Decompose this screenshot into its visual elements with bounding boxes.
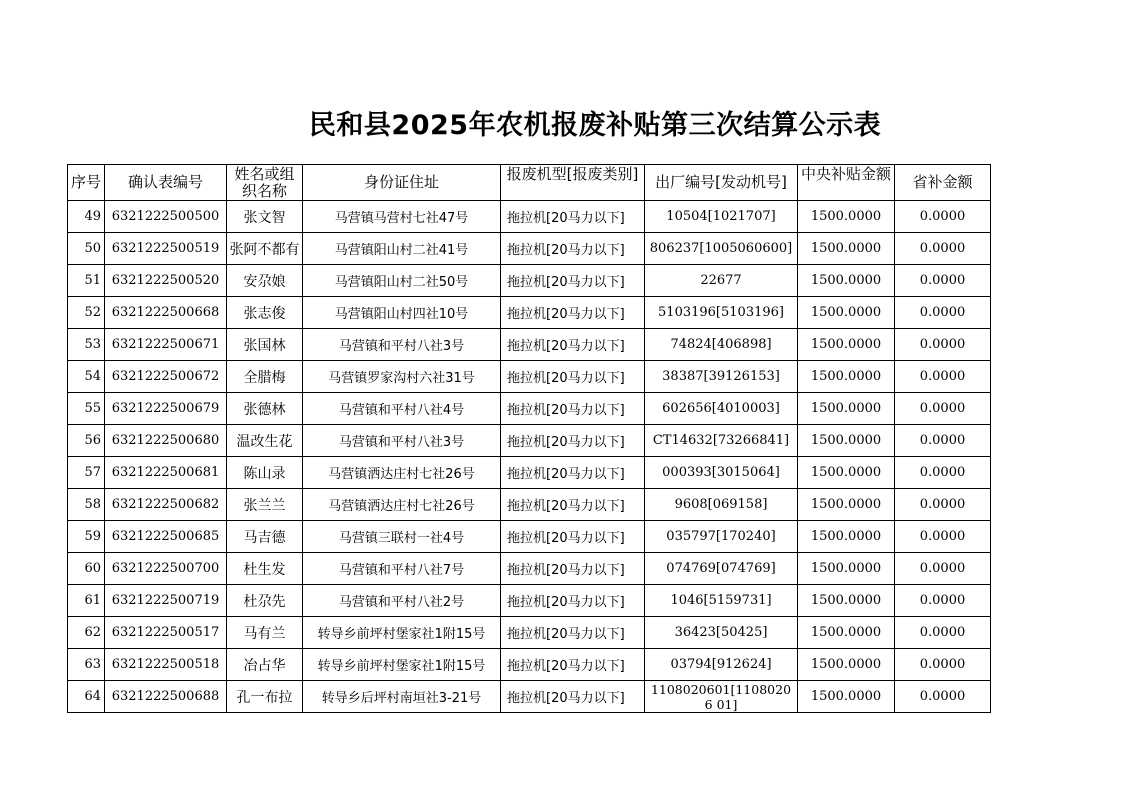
- cell-name: 全腊梅: [227, 361, 303, 393]
- cell-seq: 53: [68, 329, 105, 361]
- cell-factory-no: 000393[3015064]: [645, 457, 798, 489]
- cell-central-subsidy: 1500.0000: [798, 457, 895, 489]
- cell-provincial-subsidy: 0.0000: [895, 425, 991, 457]
- table-body: [68, 201, 991, 713]
- table-row: [68, 649, 991, 681]
- header-confirm-no: 确认表编号: [105, 165, 227, 201]
- cell-model: 拖拉机[20马力以下]: [501, 201, 645, 233]
- table-row: [68, 489, 991, 521]
- header-factory-no: 出厂编号[发动机号]: [645, 165, 798, 201]
- cell-seq: 50: [68, 233, 105, 265]
- cell-address: 马营镇洒达庄村七社26号: [303, 489, 501, 521]
- cell-confirm-no: 6321222500719: [105, 585, 227, 617]
- cell-confirm-no: 6321222500680: [105, 425, 227, 457]
- cell-seq: 61: [68, 585, 105, 617]
- table-row: [68, 361, 991, 393]
- cell-provincial-subsidy: 0.0000: [895, 617, 991, 649]
- cell-factory-no: 74824[406898]: [645, 329, 798, 361]
- cell-central-subsidy: 1500.0000: [798, 489, 895, 521]
- cell-name: 张国林: [227, 329, 303, 361]
- cell-provincial-subsidy: 0.0000: [895, 649, 991, 681]
- header-name: 姓名或组织名称: [227, 165, 303, 201]
- cell-factory-no: 035797[170240]: [645, 521, 798, 553]
- cell-model: 拖拉机[20马力以下]: [501, 617, 645, 649]
- header-provincial-subsidy: 省补金额: [895, 165, 991, 201]
- cell-provincial-subsidy: 0.0000: [895, 489, 991, 521]
- cell-name: 冶占华: [227, 649, 303, 681]
- cell-provincial-subsidy: 0.0000: [895, 553, 991, 585]
- cell-factory-no: 9608[069158]: [645, 489, 798, 521]
- table-header-row: [68, 165, 991, 201]
- table-row: [68, 201, 991, 233]
- cell-address: 马营镇和平村八社7号: [303, 553, 501, 585]
- cell-central-subsidy: 1500.0000: [798, 265, 895, 297]
- cell-provincial-subsidy: 0.0000: [895, 329, 991, 361]
- cell-model: 拖拉机[20马力以下]: [501, 265, 645, 297]
- cell-name: 张阿不都有: [227, 233, 303, 265]
- cell-model: 拖拉机[20马力以下]: [501, 425, 645, 457]
- document-title: 民和县2025年农机报废补贴第三次结算公示表: [308, 110, 882, 141]
- cell-name: 安尕娘: [227, 265, 303, 297]
- header-address: 身份证住址: [303, 165, 501, 201]
- table-row: [68, 553, 991, 585]
- cell-model: 拖拉机[20马力以下]: [501, 457, 645, 489]
- cell-factory-no: 1046[5159731]: [645, 585, 798, 617]
- cell-provincial-subsidy: 0.0000: [895, 361, 991, 393]
- table-row: [68, 393, 991, 425]
- cell-model: 拖拉机[20马力以下]: [501, 521, 645, 553]
- cell-name: 杜尕先: [227, 585, 303, 617]
- cell-factory-no: 22677: [645, 265, 798, 297]
- cell-central-subsidy: 1500.0000: [798, 393, 895, 425]
- header-model: 报废机型[报废类别]: [501, 165, 645, 201]
- cell-central-subsidy: 1500.0000: [798, 553, 895, 585]
- cell-central-subsidy: 1500.0000: [798, 329, 895, 361]
- cell-model: 拖拉机[20马力以下]: [501, 297, 645, 329]
- cell-model: 拖拉机[20马力以下]: [501, 329, 645, 361]
- cell-central-subsidy: 1500.0000: [798, 425, 895, 457]
- cell-name: 张德林: [227, 393, 303, 425]
- table-row: [68, 329, 991, 361]
- cell-confirm-no: 6321222500682: [105, 489, 227, 521]
- cell-seq: 60: [68, 553, 105, 585]
- cell-confirm-no: 6321222500688: [105, 681, 227, 713]
- cell-provincial-subsidy: 0.0000: [895, 233, 991, 265]
- cell-factory-no: 806237[1005060600]: [645, 233, 798, 265]
- cell-provincial-subsidy: 0.0000: [895, 201, 991, 233]
- cell-central-subsidy: 1500.0000: [798, 521, 895, 553]
- cell-confirm-no: 6321222500671: [105, 329, 227, 361]
- cell-seq: 63: [68, 649, 105, 681]
- cell-address: 转导乡前坪村堡家社1附15号: [303, 649, 501, 681]
- cell-seq: 55: [68, 393, 105, 425]
- cell-confirm-no: 6321222500668: [105, 297, 227, 329]
- cell-central-subsidy: 1500.0000: [798, 617, 895, 649]
- cell-address: 马营镇和平村八社4号: [303, 393, 501, 425]
- cell-address: 转导乡前坪村堡家社1附15号: [303, 617, 501, 649]
- table-row: [68, 457, 991, 489]
- cell-factory-no: 074769[074769]: [645, 553, 798, 585]
- cell-address: 马营镇三联村一社4号: [303, 521, 501, 553]
- cell-address: 马营镇和平村八社3号: [303, 329, 501, 361]
- cell-address: 马营镇阳山村二社50号: [303, 265, 501, 297]
- cell-name: 张兰兰: [227, 489, 303, 521]
- cell-address: 马营镇和平村八社3号: [303, 425, 501, 457]
- cell-central-subsidy: 1500.0000: [798, 297, 895, 329]
- cell-confirm-no: 6321222500679: [105, 393, 227, 425]
- cell-provincial-subsidy: 0.0000: [895, 297, 991, 329]
- header-central-subsidy: 中央补贴金额: [798, 165, 895, 201]
- cell-factory-no: 5103196[5103196]: [645, 297, 798, 329]
- table-row: [68, 425, 991, 457]
- cell-provincial-subsidy: 0.0000: [895, 681, 991, 713]
- cell-address: 马营镇马营村七社47号: [303, 201, 501, 233]
- cell-address: 马营镇和平村八社2号: [303, 585, 501, 617]
- cell-name: 张志俊: [227, 297, 303, 329]
- cell-model: 拖拉机[20马力以下]: [501, 361, 645, 393]
- cell-model: 拖拉机[20马力以下]: [501, 553, 645, 585]
- cell-factory-no: 36423[50425]: [645, 617, 798, 649]
- cell-factory-no: 10504[1021707]: [645, 201, 798, 233]
- cell-confirm-no: 6321222500500: [105, 201, 227, 233]
- cell-model: 拖拉机[20马力以下]: [501, 681, 645, 713]
- cell-central-subsidy: 1500.0000: [798, 233, 895, 265]
- cell-name: 陈山录: [227, 457, 303, 489]
- table-row: [68, 297, 991, 329]
- cell-address: 马营镇阳山村四社10号: [303, 297, 501, 329]
- cell-address: 马营镇洒达庄村七社26号: [303, 457, 501, 489]
- table-row: [68, 521, 991, 553]
- cell-confirm-no: 6321222500520: [105, 265, 227, 297]
- cell-name: 张文智: [227, 201, 303, 233]
- cell-confirm-no: 6321222500700: [105, 553, 227, 585]
- cell-factory-no: 38387[39126153]: [645, 361, 798, 393]
- cell-seq: 57: [68, 457, 105, 489]
- cell-model: 拖拉机[20马力以下]: [501, 489, 645, 521]
- table-row: [68, 233, 991, 265]
- table-row: [68, 617, 991, 649]
- cell-provincial-subsidy: 0.0000: [895, 265, 991, 297]
- cell-address: 马营镇阳山村二社41号: [303, 233, 501, 265]
- cell-central-subsidy: 1500.0000: [798, 649, 895, 681]
- cell-confirm-no: 6321222500518: [105, 649, 227, 681]
- cell-confirm-no: 6321222500672: [105, 361, 227, 393]
- cell-model: 拖拉机[20马力以下]: [501, 393, 645, 425]
- cell-factory-no: 03794[912624]: [645, 649, 798, 681]
- cell-confirm-no: 6321222500517: [105, 617, 227, 649]
- cell-seq: 59: [68, 521, 105, 553]
- table-row: [68, 585, 991, 617]
- cell-name: 温改生花: [227, 425, 303, 457]
- cell-name: 马有兰: [227, 617, 303, 649]
- table-row: [68, 265, 991, 297]
- header-seq: 序号: [68, 165, 105, 201]
- cell-seq: 51: [68, 265, 105, 297]
- cell-confirm-no: 6321222500519: [105, 233, 227, 265]
- cell-name: 孔一布拉: [227, 681, 303, 713]
- subsidy-table: [67, 164, 991, 713]
- cell-central-subsidy: 1500.0000: [798, 361, 895, 393]
- cell-factory-no: 1108020601[11080206 01]: [645, 681, 798, 713]
- cell-provincial-subsidy: 0.0000: [895, 457, 991, 489]
- cell-name: 马吉德: [227, 521, 303, 553]
- cell-seq: 64: [68, 681, 105, 713]
- cell-model: 拖拉机[20马力以下]: [501, 233, 645, 265]
- cell-address: 转导乡后坪村南垣社3-21号: [303, 681, 501, 713]
- cell-factory-no: CT14632[73266841]: [645, 425, 798, 457]
- cell-seq: 56: [68, 425, 105, 457]
- cell-seq: 54: [68, 361, 105, 393]
- cell-central-subsidy: 1500.0000: [798, 201, 895, 233]
- cell-seq: 58: [68, 489, 105, 521]
- table-row: [68, 681, 991, 713]
- cell-confirm-no: 6321222500685: [105, 521, 227, 553]
- cell-model: 拖拉机[20马力以下]: [501, 649, 645, 681]
- cell-central-subsidy: 1500.0000: [798, 585, 895, 617]
- cell-name: 杜生发: [227, 553, 303, 585]
- cell-provincial-subsidy: 0.0000: [895, 585, 991, 617]
- cell-model: 拖拉机[20马力以下]: [501, 585, 645, 617]
- cell-seq: 62: [68, 617, 105, 649]
- cell-factory-no: 602656[4010003]: [645, 393, 798, 425]
- cell-confirm-no: 6321222500681: [105, 457, 227, 489]
- cell-seq: 52: [68, 297, 105, 329]
- cell-provincial-subsidy: 0.0000: [895, 393, 991, 425]
- cell-address: 马营镇罗家沟村六社31号: [303, 361, 501, 393]
- cell-seq: 49: [68, 201, 105, 233]
- cell-central-subsidy: 1500.0000: [798, 681, 895, 713]
- cell-provincial-subsidy: 0.0000: [895, 521, 991, 553]
